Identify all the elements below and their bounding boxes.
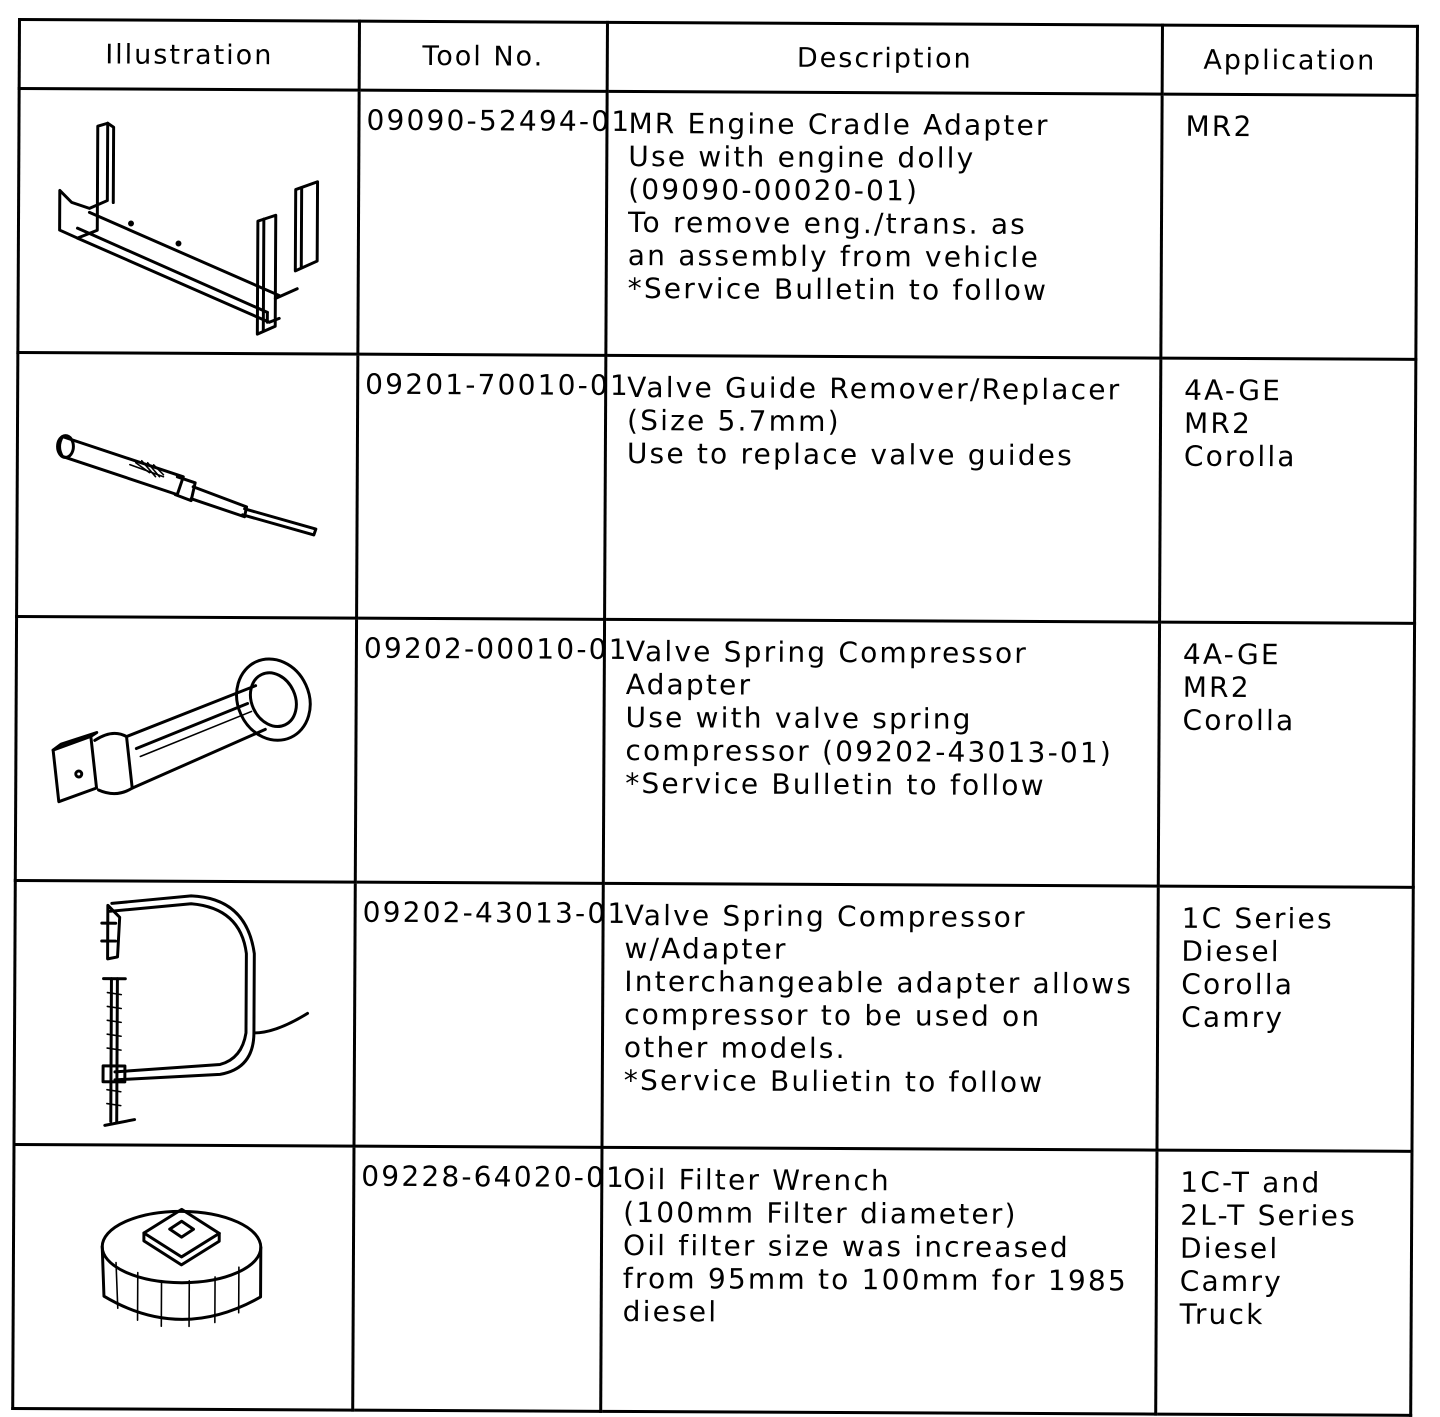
description-line: Valve Guide Remover/Replacer: [627, 370, 1122, 407]
description-line: compressor to be used on: [624, 997, 1042, 1034]
description-line: To remove eng./trans. as: [627, 205, 1028, 241]
table-row: [13, 1144, 1412, 1415]
oil-filter-wrench-icon: [14, 1146, 352, 1395]
engine-cradle-adapter-icon: [19, 90, 357, 339]
header-illustration: Illustration: [19, 20, 359, 91]
tool-no-cell: 09201-70010-01: [357, 354, 606, 619]
illustration-cell: [17, 353, 358, 619]
application-line: Diesel: [1179, 1231, 1280, 1266]
application-line: 1C Series: [1181, 901, 1334, 936]
description-cell: [601, 1147, 1157, 1414]
tool-no-cell: 09202-00010-01: [355, 618, 604, 883]
description-line: Use to replace valve guides: [626, 436, 1075, 473]
application-line: Corolla: [1181, 967, 1295, 1002]
description-line: *Service Bulletin to follow: [625, 766, 1046, 803]
description-line: from 95mm to 100mm for 1985: [622, 1261, 1129, 1298]
application-line: Corolla: [1182, 703, 1296, 738]
tool-sheet: [12, 18, 1416, 1349]
application-line: Camry: [1179, 1264, 1283, 1299]
description-line: MR Engine Cradle Adapter: [628, 106, 1050, 143]
description-line: diesel: [622, 1294, 719, 1329]
description-cell: [606, 91, 1162, 358]
tool-no-cell: 09090-52494-01: [358, 90, 607, 355]
description-line: *Service Bulletin to follow: [627, 271, 1049, 308]
application-cell: [1157, 886, 1413, 1151]
application-cell: [1158, 622, 1414, 887]
header-tool-no: Tool No.: [359, 21, 607, 91]
valve-spring-compressor-clamp-icon: [16, 882, 354, 1131]
description-line: (100mm Filter diameter): [623, 1195, 1018, 1231]
description-cell: [603, 619, 1159, 886]
table-row: [17, 353, 1416, 624]
description-cell: [602, 883, 1158, 1150]
illustration-cell: [13, 1144, 354, 1410]
illustration-cell: [14, 880, 355, 1146]
application-line: Truck: [1179, 1297, 1265, 1332]
description-line: (Size 5.7mm): [626, 403, 841, 439]
application-line: 4A-GE: [1184, 373, 1283, 408]
header-row: [19, 20, 1417, 96]
application-line: MR2: [1182, 670, 1251, 705]
description-line: Oil filter size was increased: [622, 1228, 1070, 1265]
application-line: Corolla: [1183, 439, 1297, 474]
application-line: 2L-T Series: [1180, 1198, 1358, 1233]
description-line: Use with valve spring: [625, 700, 973, 736]
illustration-cell: [15, 617, 356, 883]
description-line: an assembly from vehicle: [627, 238, 1041, 274]
application-line: MR2: [1183, 406, 1253, 441]
application-cell: [1161, 94, 1417, 359]
illustration-cell: [18, 89, 359, 355]
header-application: Application: [1162, 25, 1417, 95]
description-line: Valve Spring Compressor: [625, 634, 1029, 670]
application-cell: [1160, 358, 1416, 623]
tool-no-cell: 09202-43013-01: [354, 882, 603, 1147]
tool-no-cell: 09228-64020-01: [353, 1146, 602, 1411]
description-line: (09090-00020-01): [628, 172, 920, 208]
table-row: [14, 880, 1413, 1151]
description-line: Use with engine dolly: [628, 139, 976, 175]
header-description: Description: [607, 22, 1162, 94]
application-line: MR2: [1185, 109, 1254, 144]
valve-guide-remover-icon: [18, 354, 356, 603]
application-line: Diesel: [1181, 934, 1281, 969]
table-row: [18, 89, 1417, 360]
description-line: Adapter: [625, 667, 753, 702]
table-row: [15, 617, 1414, 888]
description-line: Valve Spring Compressor: [624, 898, 1027, 934]
application-line: 1C-T and: [1180, 1165, 1322, 1200]
description-line: *Service Bulietin to follow: [623, 1063, 1045, 1100]
application-line: Camry: [1181, 1000, 1285, 1035]
description-line: compressor (09202-43013-01): [625, 733, 1114, 770]
valve-spring-compressor-adapter-icon: [17, 618, 355, 867]
special-tools-table: [11, 18, 1419, 1417]
application-line: 4A-GE: [1182, 637, 1281, 672]
description-line: w/Adapter: [624, 931, 788, 966]
description-line: Interchangeable adapter allows: [624, 964, 1134, 1001]
description-line: other models.: [623, 1030, 847, 1066]
description-cell: [605, 355, 1161, 622]
description-line: Oil Filter Wrench: [623, 1162, 892, 1198]
application-cell: [1156, 1150, 1412, 1415]
